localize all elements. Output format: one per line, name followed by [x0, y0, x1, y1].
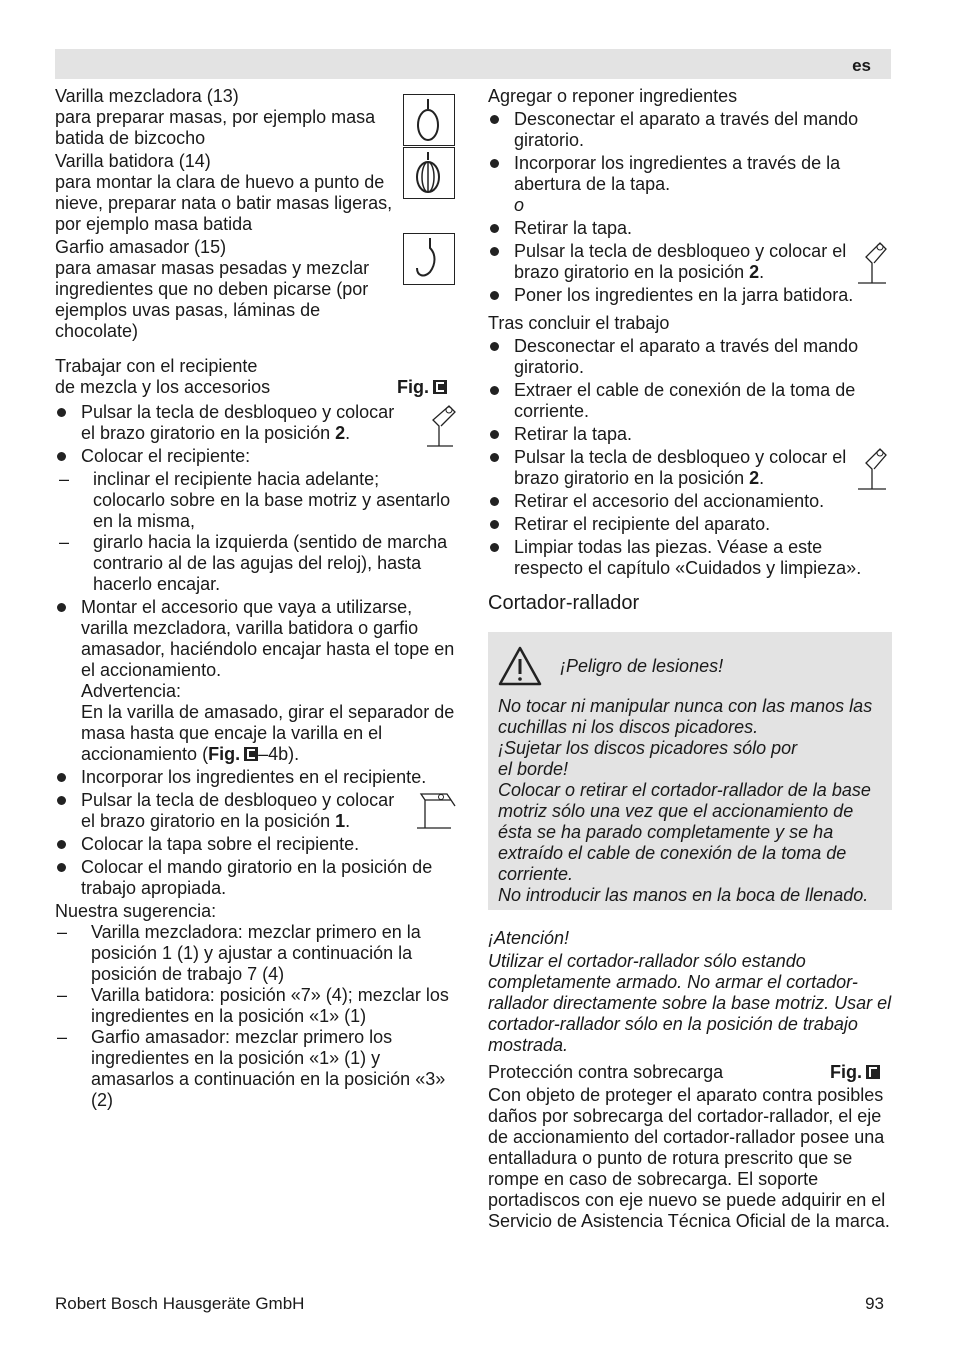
accessory-garfio	[55, 237, 455, 342]
cortador-title: Cortador-rallador	[488, 592, 640, 614]
list-item: Retirar el recipiente del aparato.	[488, 514, 892, 535]
list-item	[488, 447, 892, 489]
list-text: Pulsar la tecla de desbloqueo y colocar el brazo giratorio en la posición	[514, 447, 847, 488]
section-title: Agregar o reponer ingredientes	[488, 86, 738, 106]
warning-header	[498, 646, 882, 686]
figure-label: Fig.	[830, 1062, 862, 1082]
section-trabajar	[55, 356, 455, 899]
list-item	[55, 402, 455, 444]
or-text: o	[514, 195, 525, 215]
list-text: Pulsar la tecla de desbloqueo y colocar el brazo giratorio en la posición	[514, 241, 847, 282]
figure-e-icon	[433, 380, 447, 394]
sub-list-item: – girarlo hacia la izquierda (sentido de marcha contrario al de las agujas del reloj), hasta hacerlo encajar.	[55, 532, 455, 595]
list-item: Extraer el cable de conexión de la toma de corriente.	[488, 380, 892, 422]
whisk-mixer-icon	[403, 94, 455, 146]
accessory-varilla-batidora	[55, 151, 455, 235]
accessory-description: para amasar masas pesadas y mezclar ingredientes que no deben picarse (por ejemplos uvas pasas, láminas de chocolate)	[55, 258, 370, 341]
list-item	[55, 790, 455, 832]
sub-list-item: – inclinar el recipiente hacia adelante; colocarlo sobre en la base motriz y asentarlo en la misma,	[55, 469, 455, 532]
list-text: Pulsar la tecla de desbloqueo y colocar el brazo giratorio en la posición	[81, 402, 395, 443]
left-column	[55, 86, 455, 1111]
section-proteccion	[488, 1062, 892, 1232]
punctuation: ).	[288, 744, 300, 764]
suggestion-item: – Varilla batidora: posición «7» (4); mezclar los ingredientes en la posición «1» (1)	[55, 985, 455, 1027]
accessory-title: Varilla batidora (14)	[55, 151, 211, 171]
section-title: Trabajar con el recipiente	[55, 356, 258, 376]
figure-f-icon	[866, 1065, 880, 1079]
section-title-line	[55, 377, 447, 398]
list-item: Colocar la tapa sobre el recipiente.	[55, 834, 455, 855]
section-title-line	[488, 1062, 880, 1083]
accessory-description: para preparar masas, por ejemplo masa batida de bizcocho	[55, 107, 376, 148]
atencion-block	[488, 928, 892, 1056]
list-text: Colocar el recipiente:	[81, 446, 251, 466]
warning-triangle-icon	[498, 646, 542, 686]
accessory-title: Garfio amasador (15)	[55, 237, 227, 257]
section-text: Con objeto de proteger el aparato contra posibles daños por sobrecarga del cortador-rallador, el eje de accionamiento del cortador-rallador posee una entalladura o punto de rotura prescrito que se rompe en caso de sobrecarga. El soporte portadiscos con eje nuevo se puede adquirir en el Servicio de Asistencia Técnica Oficial de la marca.	[488, 1085, 890, 1231]
suggestion-item: – Varilla mezcladora: mezclar primero en la posición 1 (1) y ajustar a continuación la posición de trabajo 7 (4)	[55, 922, 455, 985]
accessory-varilla-mezcladora	[55, 86, 455, 149]
page-number: 93	[865, 1294, 884, 1313]
mixer-arm-up-icon	[852, 443, 892, 493]
figure-reference	[830, 1062, 880, 1083]
position-number: 1	[335, 811, 346, 831]
list-item: Limpiar todas las piezas. Véase a este respecto el capítulo «Cuidados y limpieza».	[488, 537, 892, 579]
mixer-arm-down-icon	[411, 784, 459, 834]
punctuation: .	[759, 468, 765, 488]
warning-text: Colocar o retirar el cortador-rallador de la base motriz sólo una vez que el accionamiento de ésta se ha parado completamente y se ha extraído el cable de conexión de la toma de corriente.	[498, 780, 871, 884]
section-tras	[488, 313, 892, 579]
section-title: Nuestra sugerencia:	[55, 901, 217, 921]
figure-suffix: –4b	[258, 744, 289, 764]
language-code: es	[852, 56, 871, 75]
suggestion-item: – Garfio amasador: mezclar primero los ingredientes en la posición «1» (1) y amasarlos a continuación en la posición «3» (2)	[55, 1027, 455, 1111]
warning-box	[488, 632, 892, 910]
list-item: Retirar la tapa.	[488, 218, 892, 239]
advertencia-figure	[208, 744, 258, 764]
header-bar	[55, 49, 891, 79]
warning-text: No tocar ni manipular nunca con las manos las cuchillas ni los discos picadores.	[498, 696, 873, 737]
accessory-title: Varilla mezcladora (13)	[55, 86, 239, 106]
list-item: Retirar el accesorio del accionamiento.	[488, 491, 892, 512]
warning-text: ¡Sujetar los discos picadores sólo por el borde!	[498, 738, 798, 779]
list-item: Poner los ingredientes en la jarra batidora.	[488, 285, 892, 306]
figure-label: Fig.	[397, 377, 429, 397]
list-item	[488, 241, 892, 283]
warning-text: No introducir las manos en la boca de llenado.	[498, 885, 869, 905]
section-title: Tras concluir el trabajo	[488, 313, 670, 333]
footer-company: Robert Bosch Hausgeräte GmbH	[55, 1294, 305, 1313]
mixer-arm-up-icon	[852, 237, 892, 287]
list-item: Desconectar el aparato a través del mando giratorio.	[488, 336, 892, 378]
list-item: Retirar la tapa.	[488, 424, 892, 445]
figure-reference	[397, 377, 447, 398]
advertencia-text	[81, 702, 455, 765]
punctuation: .	[345, 811, 351, 831]
section-title-2: de mezcla y los accesorios	[55, 377, 271, 397]
warning-title: ¡Peligro de lesiones!	[560, 655, 724, 676]
list-item	[488, 153, 892, 216]
figure-e-icon	[244, 747, 258, 761]
punctuation: .	[345, 423, 351, 443]
list-item: Incorporar los ingredientes en el recipiente.	[55, 767, 455, 788]
atencion-title: ¡Atención!	[488, 928, 570, 948]
accessory-description: para montar la clara de huevo a punto de nieve, preparar nata o batir masas ligeras, por ejemplo masa batida	[55, 172, 393, 234]
section-sugerencia	[55, 901, 455, 1111]
atencion-text: Utilizar el cortador-rallador sólo estando completamente armado. No armar el cortador-rallador directamente sobre la base motriz. Usar el cortador-rallador sólo en la posición de trabajo mostrada.	[488, 951, 892, 1055]
dough-hook-icon	[403, 233, 455, 285]
mixer-arm-up-icon	[419, 400, 459, 450]
list-text: Incorporar los ingredientes a través de la abertura de la tapa.	[514, 153, 841, 194]
list-item	[55, 597, 455, 765]
position-number: 2	[749, 468, 760, 488]
right-column	[488, 86, 892, 1232]
list-item: Desconectar el aparato a través del mando giratorio.	[488, 109, 892, 151]
position-number: 2	[749, 262, 760, 282]
list-item: Colocar el mando giratorio en la posición de trabajo apropiada.	[55, 857, 455, 899]
whisk-beater-icon	[403, 147, 455, 199]
section-agregar	[488, 86, 892, 306]
advertencia-title: Advertencia:	[81, 681, 182, 701]
position-number: 2	[335, 423, 346, 443]
list-item	[55, 446, 455, 595]
figure-label: Fig.	[208, 744, 241, 764]
section-title: Protección contra sobrecarga	[488, 1062, 724, 1082]
punctuation: .	[759, 262, 765, 282]
advertencia-text-a: En la varilla de amasado, girar el separador de masa hasta que encaje la varilla en el accionamiento (	[81, 702, 455, 764]
list-text: Montar el accesorio que vaya a utilizarse, varilla mezcladora, varilla batidora o garfio amasador, haciéndolo encajar hasta el tope en el accionamiento.	[81, 597, 455, 680]
list-text: Pulsar la tecla de desbloqueo y colocar el brazo giratorio en la posición	[81, 790, 395, 831]
